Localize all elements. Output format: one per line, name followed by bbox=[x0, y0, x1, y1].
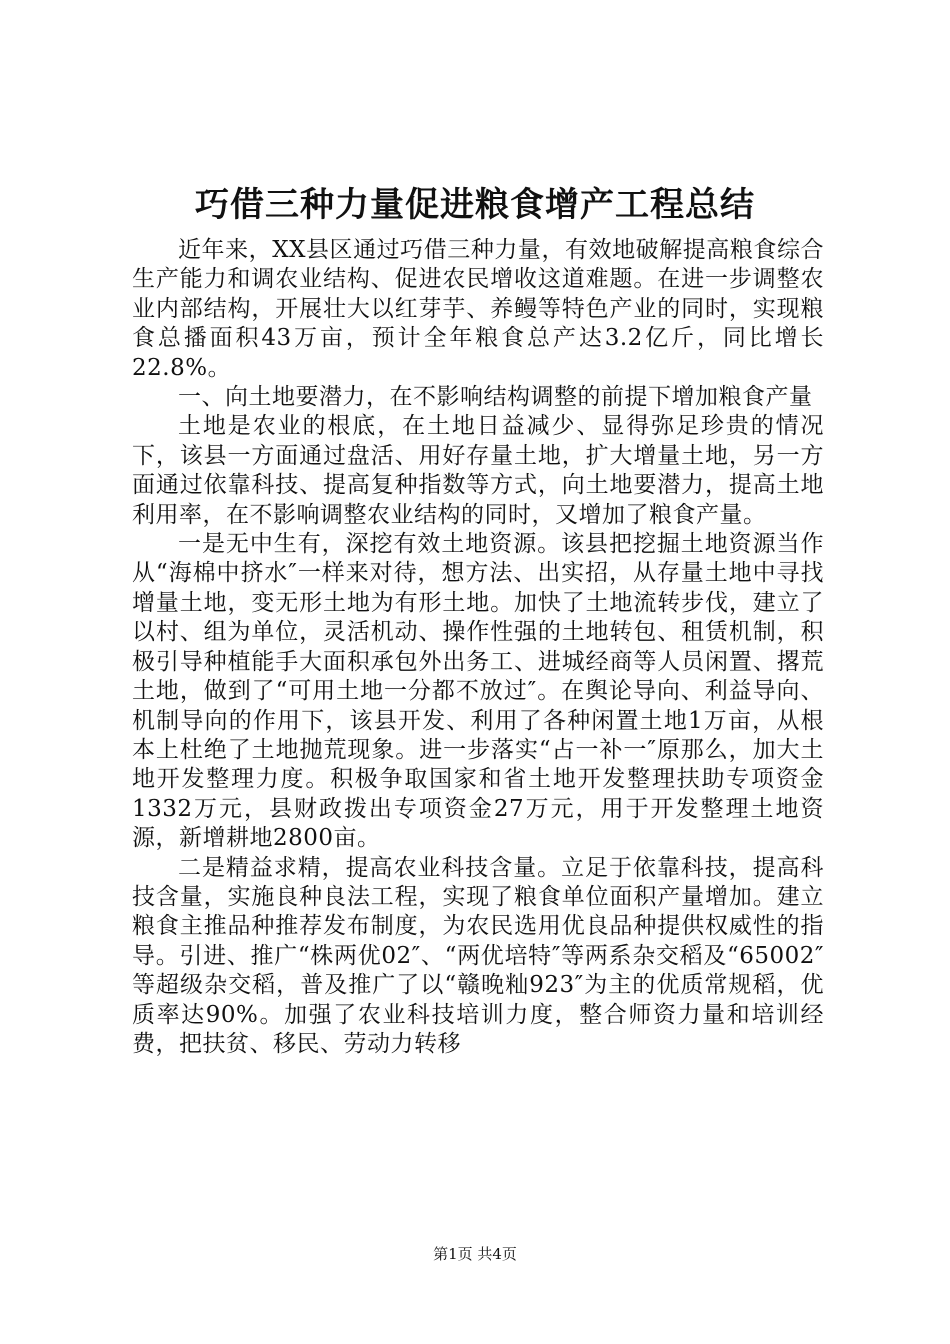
paragraph-intro: 近年来，XX县区通过巧借三种力量，有效地破解提高粮食综合生产能力和调农业结构、促进农民增收这道难题。在进一步调整农业内部结构，开展壮大以红芽芋、养鳗等特色产业的同时，实现粮食总播面积43万亩，预计全年粮食总产达3.2亿斤，同比增长22.8%。 bbox=[132, 237, 824, 381]
paragraph-point-two: 二是精益求精，提高农业科技含量。立足于依靠科技，提高科技含量，实施良种良法工程，实现了粮食单位面积产量增加。建立粮食主推品种推荐发布制度，为农民选用优良品种提供权威性的指导。引进、推广“株两优02″、“两优培特″等两系杂交稻及“65002″等超级杂交稻，普及推广了以“赣晚籼923″为主的优质常规稻，优质率达90%。加强了农业科技培训力度，整合师资力量和培训经费，把扶贫、移民、劳动力转移 bbox=[132, 854, 824, 1057]
page-number-footer: 第1页 共4页 bbox=[433, 1245, 517, 1263]
paragraph-point-one: 一是无中生有，深挖有效土地资源。该县把挖掘土地资源当作从“海棉中挤水″一样来对待，想方法、出实招，从存量土地中寻找增量土地，变无形土地为有形土地。加快了土地流转步伐，建立了以村、组为单位，灵活机动、操作性强的土地转包、租赁机制，积极引导种植能手大面积承包外出务工、进城经商等人员闲置、撂荒土地，做到了“可用土地一分都不放过″。在舆论导向、利益导向、机制导向的作用下，该县开发、利用了各种闲置土地1万亩，从根本上杜绝了土地抛荒现象。进一步落实“占一补一″原那么，加大土地开发整理力度。积极争取国家和省土地开发整理扶助专项资金1332万元，县财政拨出专项资金27万元，用于开发整理土地资源，新增耕地2800亩。 bbox=[132, 531, 824, 852]
paragraph-section-heading-1: 一、向土地要潜力，在不影响结构调整的前提下增加粮食产量 bbox=[178, 384, 813, 411]
paragraph-land-basis: 土地是农业的根底，在土地日益减少、显得弥足珍贵的情况下，该县一方面通过盘活、用好存量土地，扩大增量土地，另一方面通过依靠科技、提高复种指数等方式，向土地要潜力，提高土地利用率，在不影响调整农业结构的同时，又增加了粮食产量。 bbox=[132, 413, 824, 528]
document-title: 巧借三种力量促进粮食增产工程总结 bbox=[195, 185, 755, 225]
document-body bbox=[132, 236, 824, 1059]
